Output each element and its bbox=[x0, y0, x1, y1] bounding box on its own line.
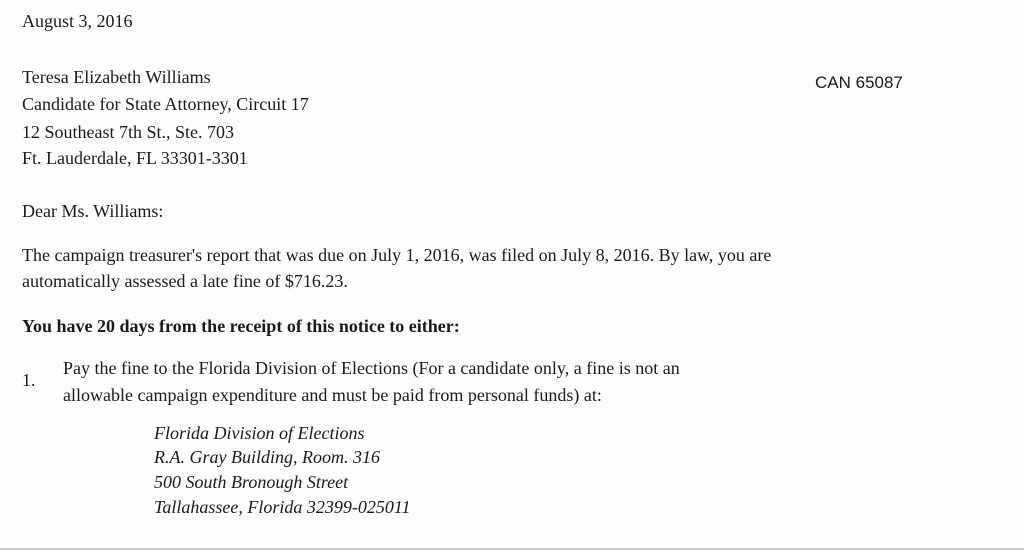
payment-address-line-4: Tallahassee, Florida 32399-025011 bbox=[154, 497, 411, 517]
payment-address-line-3: 500 South Bronough Street bbox=[154, 472, 349, 492]
list-item-line-1: Pay the fine to the Florida Division of Elections (For a candidate only, a fine is not an bbox=[63, 358, 680, 378]
list-item-number: 1. bbox=[22, 370, 36, 390]
addressee-city: Ft. Lauderdale, FL 33301-3301 bbox=[22, 148, 248, 168]
notice-heading: You have 20 days from the receipt of this notice to either: bbox=[22, 316, 460, 336]
payment-address-line-2: R.A. Gray Building, Room. 316 bbox=[154, 447, 380, 467]
body-paragraph-line-1: The campaign treasurer's report that was due on July 1, 2016, was filed on July 8, 2016. By law, you are bbox=[22, 245, 772, 265]
letter-date: August 3, 2016 bbox=[22, 11, 133, 31]
payment-address-line-1: Florida Division of Elections bbox=[154, 423, 365, 443]
candidate-reference-number: CAN 65087 bbox=[815, 73, 903, 92]
addressee-name: Teresa Elizabeth Williams bbox=[22, 67, 211, 87]
addressee-street: 12 Southeast 7th St., Ste. 703 bbox=[22, 122, 235, 142]
addressee-title: Candidate for State Attorney, Circuit 17 bbox=[22, 94, 309, 114]
body-paragraph-line-2: automatically assessed a late fine of $716.23. bbox=[22, 271, 348, 291]
scan-edge-divider bbox=[0, 548, 1024, 550]
salutation: Dear Ms. Williams: bbox=[22, 201, 164, 221]
list-item-line-2: allowable campaign expenditure and must be paid from personal funds) at: bbox=[63, 385, 602, 405]
